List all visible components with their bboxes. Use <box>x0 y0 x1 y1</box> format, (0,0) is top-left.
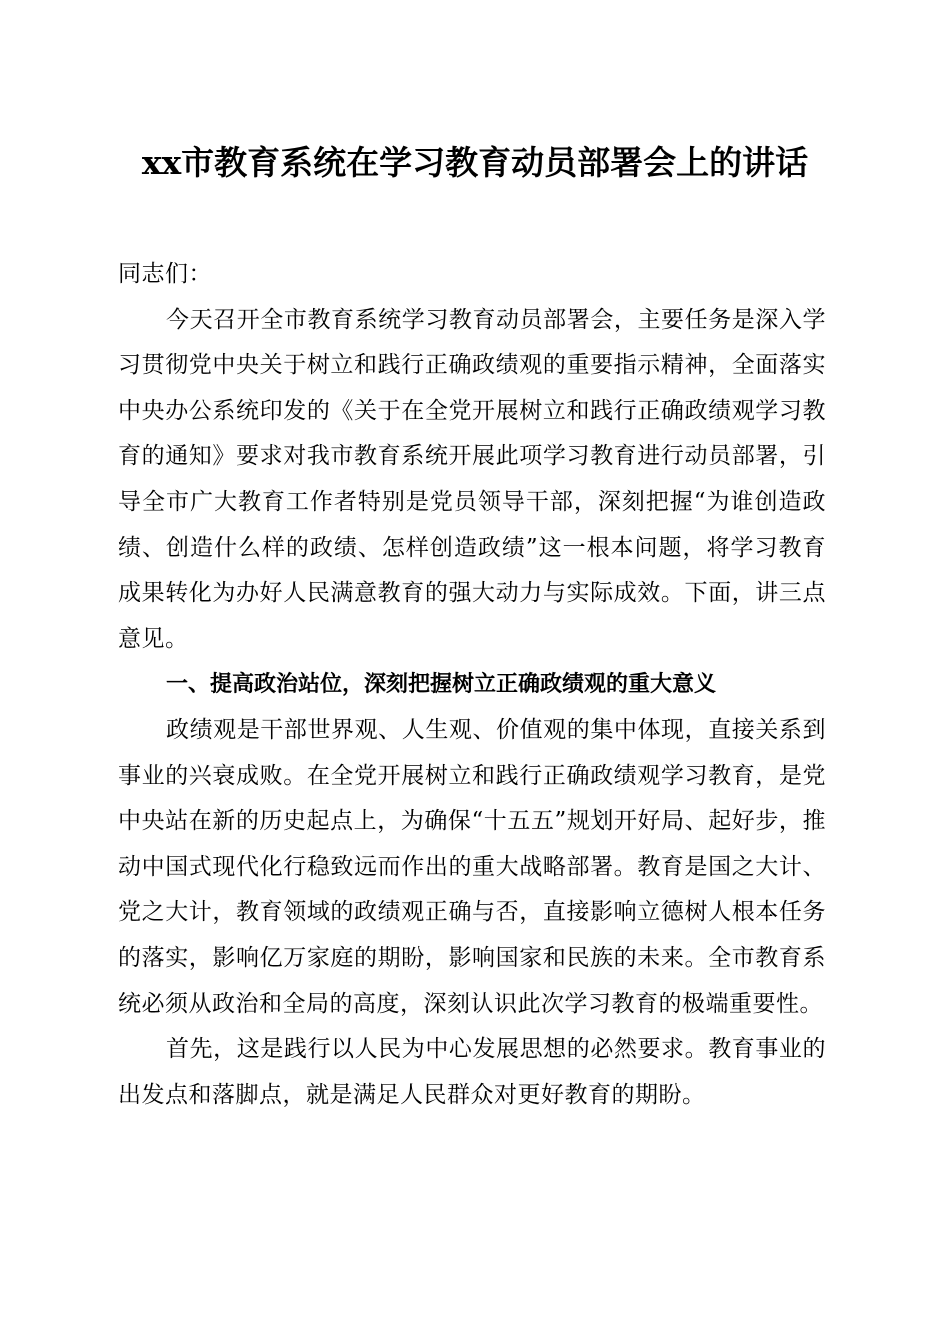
section1-paragraph: 首先，这是践行以人民为中心发展思想的必然要求。教育事业的出发点和落脚点，就是满足人民群众对更好教育的期盼。 <box>118 1036 826 1108</box>
intro-paragraph: 今天召开全市教育系统学习教育动员部署会，主要任务是深入学习贯彻党中央关于树立和践行正确政绩观的重要指示精神，全面落实中央办公系统印发的《关于在全党开展树立和践行正确政绩观学习教育的通知》要求对我市教育系统开展此项学习教育进行动员部署，引导全市广大教育工作者特别是党员领导干部，深刻把握“为谁创造政绩、创造什么样的政绩、怎样创造政绩”这一根本问题，将学习教育成果转化为办好人民满意教育的强大动力与实际成效。下面，讲三点意见。 <box>118 306 826 652</box>
document-title: xx市教育系统在学习教育动员部署会上的讲话 <box>141 143 809 182</box>
section-heading-1: 一、提高政治站位，深刻把握树立正确政绩观的重大意义 <box>166 672 717 698</box>
section1-paragraph: 政绩观是干部世界观、人生观、价值观的集中体现，直接关系到事业的兴衰成败。在全党开展树立和践行正确政绩观学习教育，是党中央站在新的历史起点上，为确保“十五五”规划开好局、起好步，推动中国式现代化行稳致远而作出的重大战略部署。教育是国之大计、党之大计，教育领域的政绩观正确与否，直接影响立德树人根本任务的落实，影响亿万家庭的期盼，影响国家和民族的未来。全市教育系统必须从政治和全局的高度，深刻认识此次学习教育的极端重要性。 <box>118 716 826 1017</box>
document-body <box>118 252 826 1118</box>
salutation: 同志们： <box>118 261 212 287</box>
